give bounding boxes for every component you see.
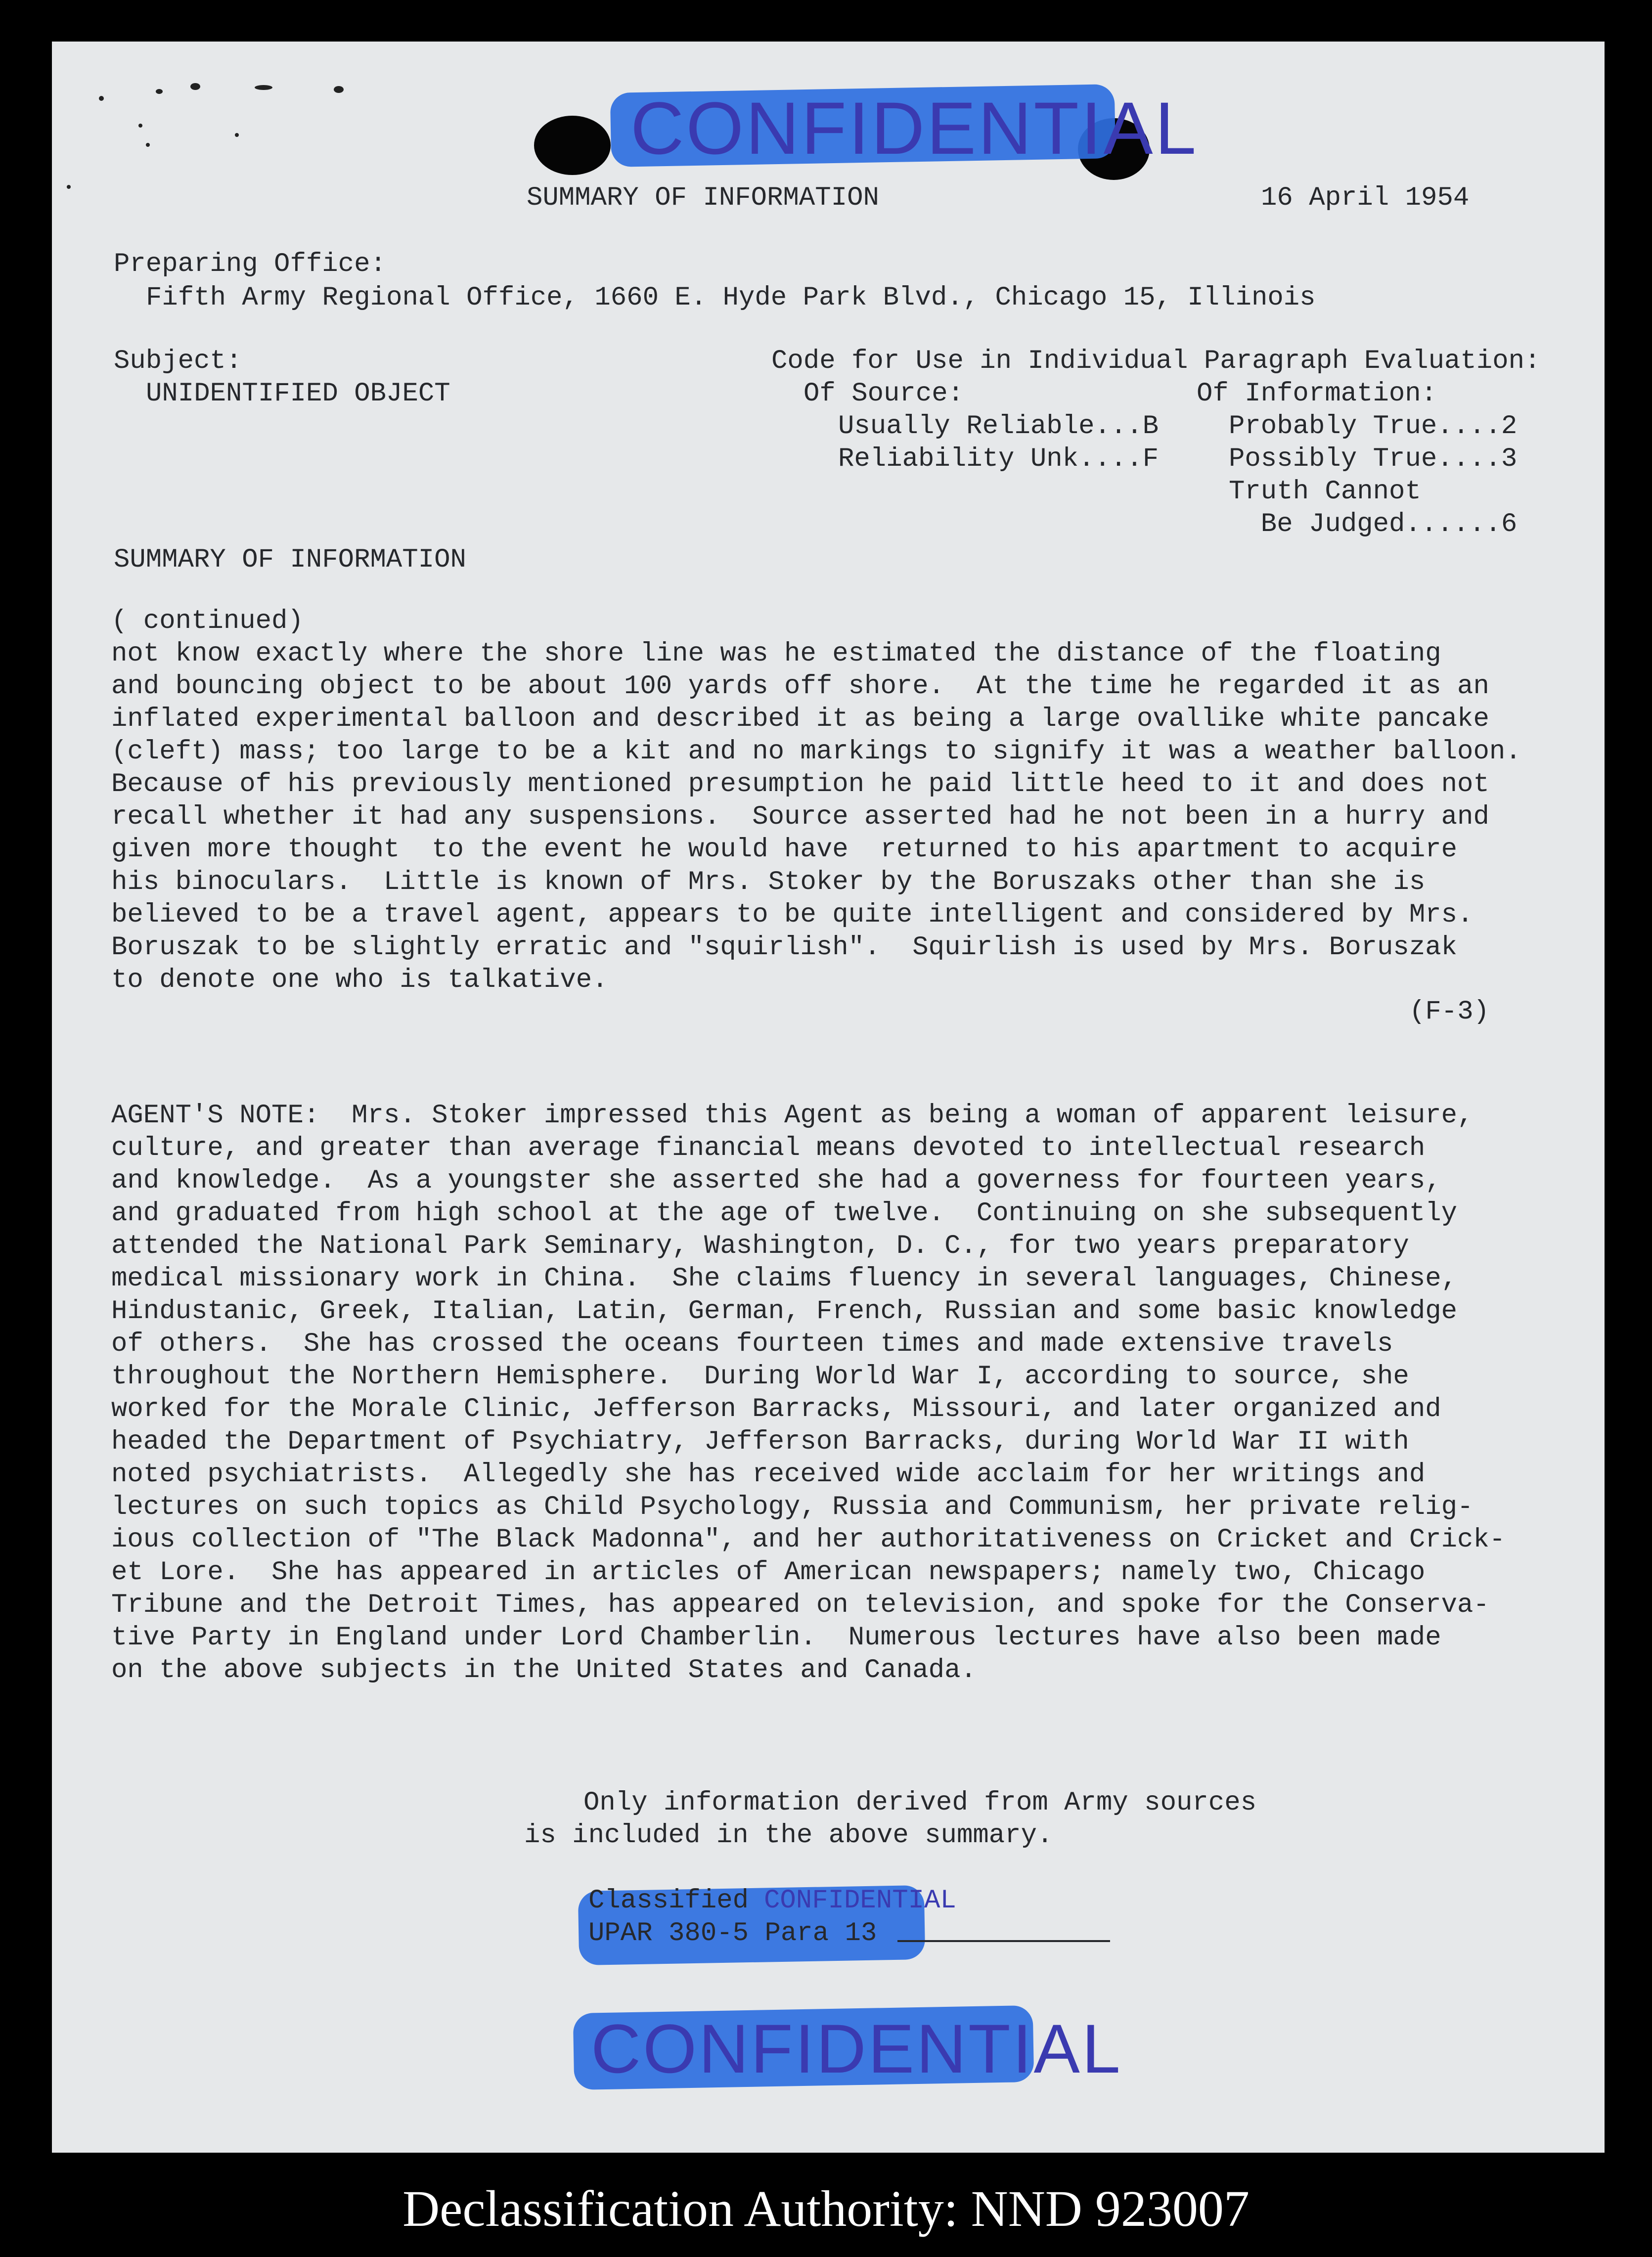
note-line: culture, and greater than average financial means devoted to intellectual research [111, 1133, 1426, 1163]
speck-mark [156, 89, 163, 94]
note-line: worked for the Morale Clinic, Jefferson Barracks, Missouri, and later organized and [111, 1394, 1441, 1424]
source-line: Usually Reliable...B [838, 411, 1159, 442]
declassification-caption: Declassification Authority: NND 923007 [402, 2180, 1250, 2237]
note-line: on the above subjects in the United States and Canada. [111, 1655, 977, 1685]
note-line: throughout the Northern Hemisphere. During World War I, according to source, she [111, 1362, 1409, 1392]
classified-stamp: CONFIDENTIAL [764, 1886, 956, 1916]
speck-mark [190, 83, 200, 90]
speck-mark [67, 185, 71, 189]
speck-mark [99, 96, 104, 101]
note-line: and knowledge. As a youngster she asserted she had a governess for fourteen years, [111, 1166, 1441, 1196]
speck-mark [255, 85, 272, 90]
page-title: SUMMARY OF INFORMATION [527, 183, 879, 213]
document-date: 16 April 1954 [1261, 183, 1470, 213]
note-line: attended the National Park Seminary, Washington, D. C., for two years preparatory [111, 1231, 1409, 1261]
note-line: Tribune and the Detroit Times, has appeared on television, and spoke for the Conserva- [111, 1590, 1489, 1620]
regulation-reference: UPAR 380-5 Para 13 [588, 1918, 877, 1948]
body-line: his binoculars. Little is known of Mrs. Stoker by the Boruszaks other than she is [111, 867, 1426, 897]
body-line: Boruszak to be slightly erratic and "squirlish". Squirlish is used by Mrs. Boruszak [111, 932, 1458, 963]
body-line: ( continued) [111, 606, 304, 636]
classified-label: Classified [588, 1886, 749, 1916]
confidential-stamp-bottom: CONFIDENTIAL [591, 2010, 1122, 2087]
note-line: Hindustanic, Greek, Italian, Latin, German, French, Russian and some basic knowledge [111, 1296, 1458, 1327]
evaluation-code-heading: Code for Use in Individual Paragraph Evaluation: [771, 346, 1541, 376]
subject-value: UNIDENTIFIED OBJECT [146, 379, 450, 409]
note-line: headed the Department of Psychiatry, Jefferson Barracks, during World War II with [111, 1427, 1409, 1457]
body-line: given more thought to the event he would have returned to his apartment to acquire [111, 835, 1458, 865]
confidential-stamp-top: CONFIDENTIAL [630, 87, 1199, 170]
evaluation-mark: (F-3) [1409, 997, 1490, 1027]
source-line: Reliability Unk....F [838, 444, 1159, 474]
preparing-office-value: Fifth Army Regional Office, 1660 E. Hyde Park Blvd., Chicago 15, Illinois [146, 283, 1316, 313]
note-line: et Lore. She has appeared in articles of American newspapers; namely two, Chicago [111, 1557, 1426, 1588]
information-line: Truth Cannot [1229, 477, 1421, 507]
body-line: and bouncing object to be about 100 yards off shore. At the time he regarded it as an [111, 671, 1489, 702]
note-line: medical missionary work in China. She claims fluency in several languages, Chinese, [111, 1264, 1458, 1294]
information-line: Probably True....2 [1229, 411, 1518, 442]
note-line: tive Party in England under Lord Chamberlin. Numerous lectures have also been made [111, 1623, 1441, 1653]
body-line: not know exactly where the shore line was he estimated the distance of the floating [111, 639, 1441, 669]
note-line: of others. She has crossed the oceans fourteen times and made extensive travels [111, 1329, 1393, 1359]
source-label: Of Source: [804, 379, 964, 409]
information-line: Be Judged......6 [1229, 509, 1518, 539]
body-line: believed to be a travel agent, appears to be quite intelligent and considered by Mrs. [111, 900, 1473, 930]
note-line: AGENT'S NOTE: Mrs. Stoker impressed this Agent as being a woman of apparent leisure, [111, 1101, 1473, 1131]
note-line: and graduated from high school at the age of twelve. Continuing on she subsequently [111, 1198, 1458, 1229]
note-line: noted psychiatrists. Allegedly she has received wide acclaim for her writings and [111, 1460, 1426, 1490]
summary-heading: SUMMARY OF INFORMATION [114, 545, 466, 575]
speck-mark [334, 86, 344, 93]
note-line: ious collection of "The Black Madonna", and her authoritativeness on Cricket and Crick- [111, 1525, 1506, 1555]
sources-note-line: Only information derived from Army sources [583, 1788, 1257, 1818]
speck-mark [146, 143, 150, 147]
information-line: Possibly True....3 [1229, 444, 1518, 474]
signature-line [897, 1940, 1110, 1942]
body-line: recall whether it had any suspensions. Source asserted had he not been in a hurry and [111, 802, 1489, 832]
speck-mark [235, 133, 239, 137]
body-line: to denote one who is talkative. [111, 965, 608, 995]
information-label: Of Information: [1197, 379, 1437, 409]
note-line: lectures on such topics as Child Psychology, Russia and Communism, her private relig- [111, 1492, 1473, 1522]
document-page [52, 42, 1605, 2153]
subject-label: Subject: [114, 346, 242, 376]
punch-hole-left [534, 116, 611, 175]
speck-mark [138, 124, 142, 128]
preparing-office-label: Preparing Office: [114, 249, 386, 279]
body-line: (cleft) mass; too large to be a kit and no markings to signify it was a weather balloon. [111, 737, 1521, 767]
body-line: inflated experimental balloon and described it as being a large ovallike white pancake [111, 704, 1489, 734]
sources-note-line: is included in the above summary. [524, 1820, 1053, 1851]
body-line: Because of his previously mentioned presumption he paid little heed to it and does not [111, 769, 1489, 799]
